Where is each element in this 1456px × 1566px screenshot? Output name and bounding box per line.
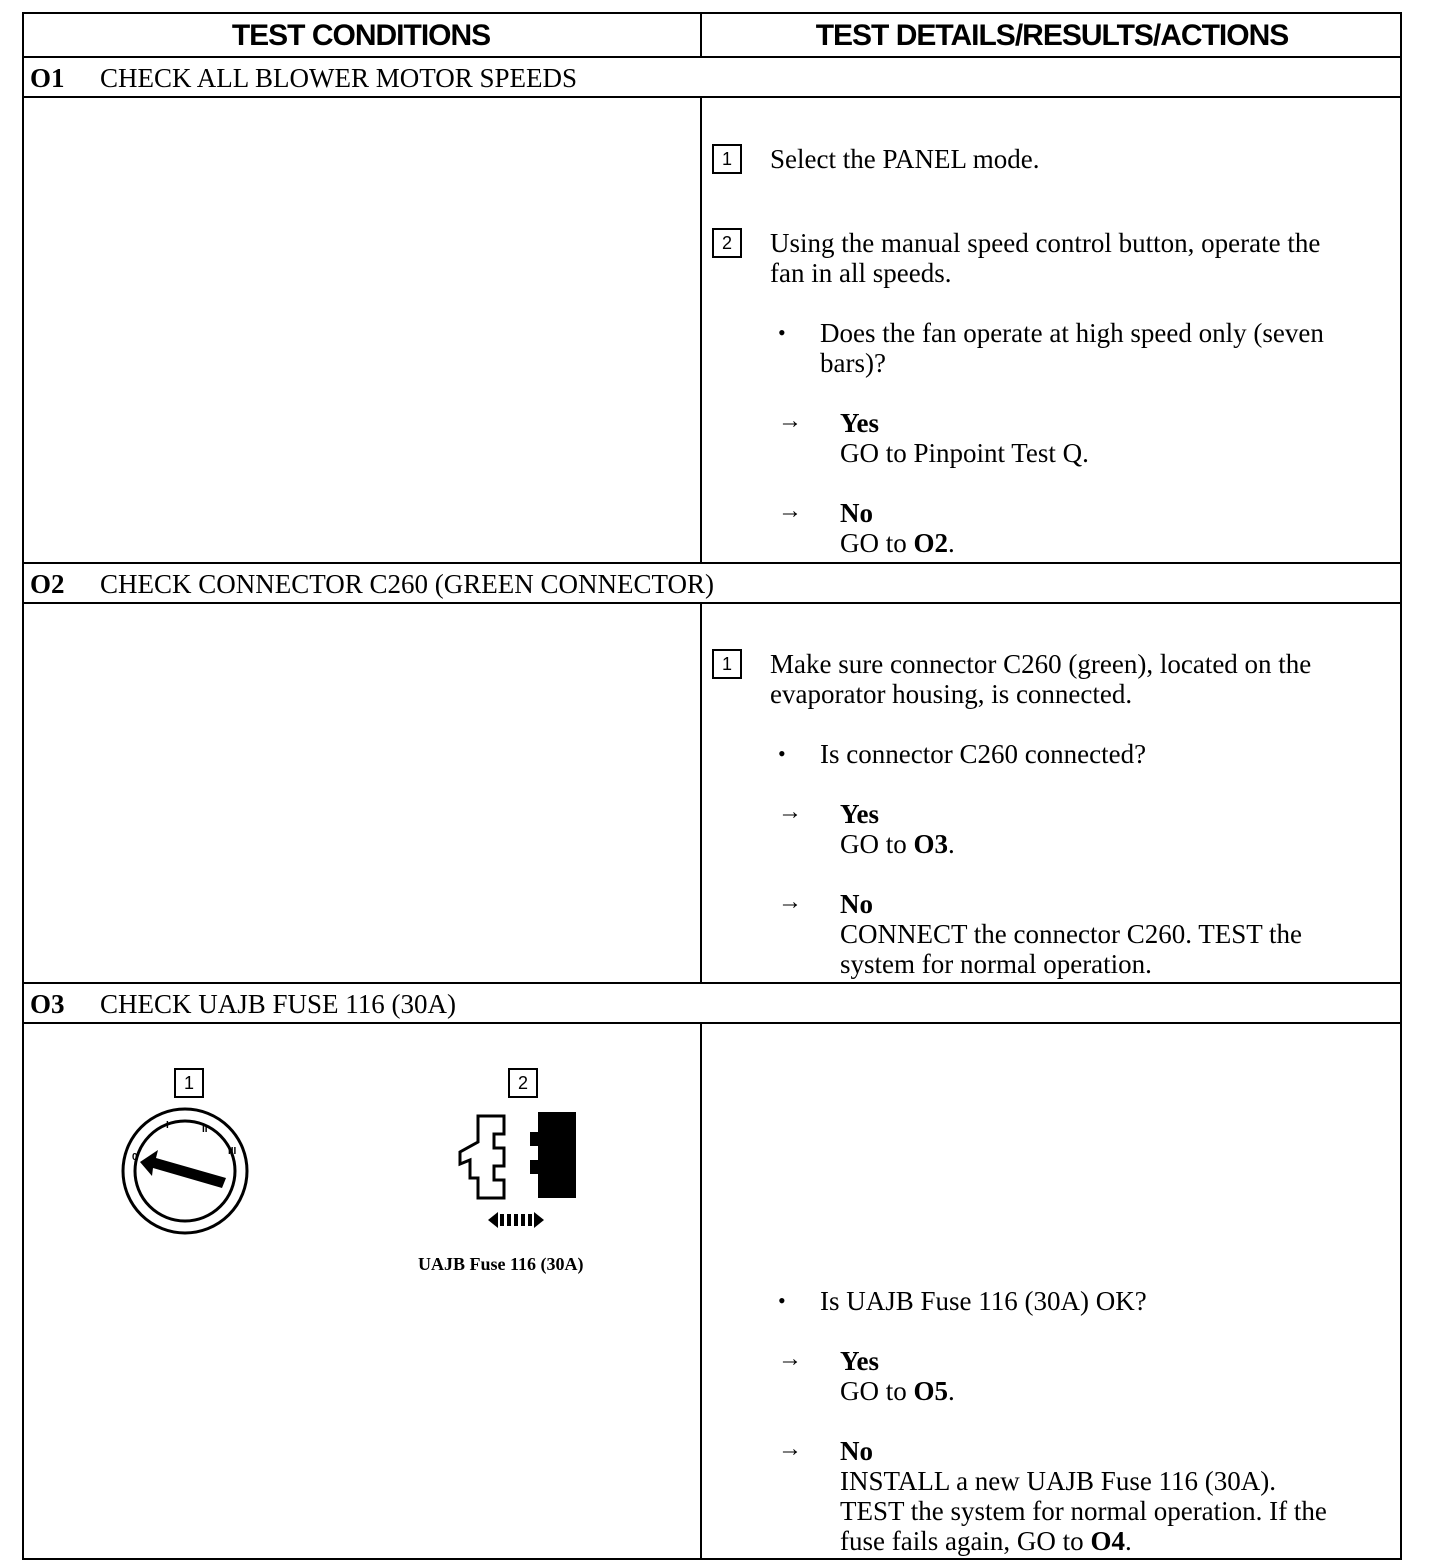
column-header-conditions: TEST CONDITIONS [231,19,491,52]
column-header-details: TEST DETAILS/RESULTS/ACTIONS [815,19,1289,52]
ignition-switch-icon [118,1104,252,1238]
test-table [22,12,1402,1560]
fuse-caption: UAJB Fuse 116 (30A) [418,1254,584,1274]
section-heading-o2 [30,564,714,604]
bullet-icon: • [778,320,786,345]
section-title: CHECK ALL BLOWER MOTOR SPEEDS [100,63,578,93]
question-text: Does the fan operate at high speed only (seven bars)? [820,318,1324,378]
question-text: Is UAJB Fuse 116 (30A) OK? [820,1286,1147,1316]
answer-yes-action: GO to O5. [840,1376,955,1406]
step-text: Using the manual speed control button, operate the fan in all speeds. [770,228,1321,288]
answer-no-label: No [840,889,873,919]
step-number-box: 1 [174,1068,204,1098]
answer-no-action: CONNECT the connector C260. TEST the system for normal operation. [840,919,1302,979]
section-title: CHECK UAJB FUSE 116 (30A) [100,989,457,1019]
fuse-icon [454,1108,582,1238]
answer-yes-label: Yes [840,799,879,829]
section-code: O2 [30,569,65,599]
section-heading-o1 [30,58,577,98]
arrow-right-icon: → [778,408,802,434]
rule [1400,12,1402,1560]
question-text: Is connector C260 connected? [820,739,1147,769]
step-number-box: 1 [712,649,742,679]
step-text: Select the PANEL mode. [770,144,1040,174]
step-text: Make sure connector C260 (green), located on the evaporator housing, is connected. [770,649,1312,709]
svg-text:I: I [166,1120,169,1131]
answer-yes-label: Yes [840,1346,879,1376]
section-heading-o3 [30,984,456,1024]
step-number-box: 2 [508,1068,538,1098]
section-title: CHECK CONNECTOR C260 (GREEN CONNECTOR) [100,569,715,599]
step-number-box: 2 [712,228,742,258]
answer-no-action: INSTALL a new UAJB Fuse 116 (30A). TEST the system for normal operation. If the fuse fails again, GO to O4. [840,1466,1327,1556]
arrow-right-icon: → [778,889,802,915]
answer-yes-label: Yes [840,408,879,438]
step-number-box: 1 [712,144,742,174]
answer-yes-action: GO to Pinpoint Test Q. [840,438,1089,468]
answer-yes-action: GO to O3. [840,829,955,859]
bullet-icon: • [778,1288,786,1313]
section-code: O1 [30,63,65,93]
svg-text:III: III [228,1146,237,1157]
rule [22,1558,1402,1560]
answer-no-label: No [840,498,873,528]
bullet-icon: • [778,741,786,766]
answer-no-action: GO to O2. [840,528,955,558]
arrow-right-icon: → [778,799,802,825]
svg-text:II: II [202,1124,208,1135]
rule [700,1022,702,1558]
rule [22,12,24,1560]
arrow-right-icon: → [778,498,802,524]
svg-text:0: 0 [132,1152,138,1163]
section-code: O3 [30,989,65,1019]
rule [700,96,702,562]
rule [700,602,702,982]
arrow-right-icon: → [778,1436,802,1462]
answer-no-label: No [840,1436,873,1466]
arrow-right-icon: → [778,1346,802,1372]
